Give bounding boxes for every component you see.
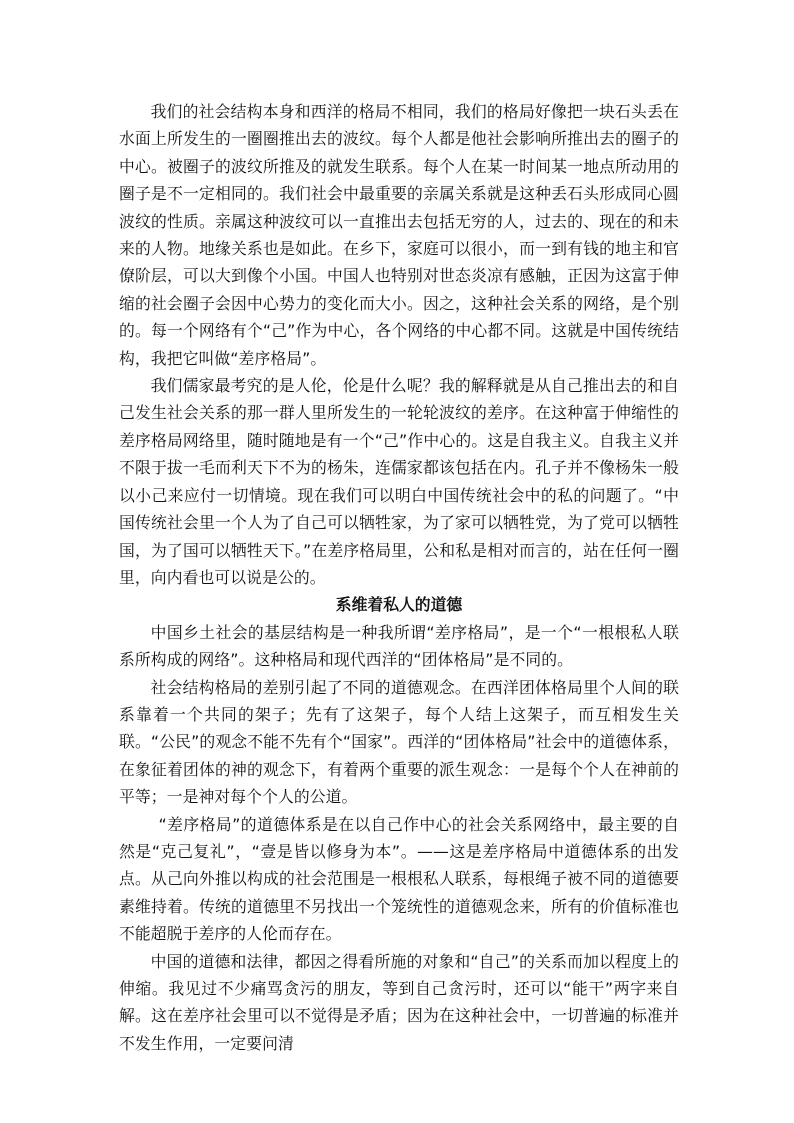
- paragraph-base-structure: 中国乡土社会的基层结构是一种我所谓“差序格局”，是一个“一根根私人联系所构成的网络”。这种格局和现代西洋的“团体格局”是不同的。: [119, 622, 679, 670]
- paragraph-morality-law: 中国的道德和法律，都因之得看所施的对象和“自己”的关系而加以程度上的伸缩。我见过不少痛骂贪污的朋友，等到自己贪污时，还可以“能干”两字来自解。这在差序社会里可以不觉得是矛盾；因为在这种社会中，一切普遍的标准并不发生作用，一定要问清: [119, 951, 679, 1053]
- document-body: [119, 98, 679, 1057]
- paragraph-moral-concepts: 社会结构格局的差别引起了不同的道德观念。在西洋团体格局里个人间的联系靠着一个共同的架子；先有了这架子，每个人结上这架子，而互相发生关联。“公民”的观念不能不先有个“国家”。西洋的“团体格局”社会中的道德体系，在象征着团体的神的观念下，有着两个重要的派生观念：一是每个个人在神前的平等；一是神对每个个人的公道。: [119, 677, 679, 807]
- paragraph-renlun: 我们儒家最考究的是人伦，伦是什么呢？我的解释就是从自己推出去的和自己发生社会关系的那一群人里所发生的一轮轮波纹的差序。在这种富于伸缩性的差序格局网络里，随时随地是有一个“己”作中心的。这是自我主义。自我主义并不限于拔一毛而利天下不为的杨朱，连儒家都该包括在内。孔子并不像杨朱一般以小己来应付一切情境。现在我们可以明白中国传统社会中的私的问题了。“中国传统社会里一个人为了自己可以牺牲家，为了家可以牺牲党，为了党可以牺牲国，为了国可以牺牲天下。”在差序格局里，公和私是相对而言的，站在任何一圈里，向内看也可以说是公的。: [119, 376, 679, 587]
- section-heading: 系维着私人的道德: [335, 595, 463, 615]
- paragraph-moral-system: “差序格局”的道德体系是在以自己作中心的社会关系网络中，最主要的自然是“克己复礼”，“壹是皆以修身为本”。——这是差序格局中道德体系的出发点。从己向外推以构成的社会范围是一根根私人联系，每根绳子被不同的道德要素维持着。传统的道德里不另找出一个笼统性的道德观念来，所有的价值标准也不能超脱于差序的人伦而存在。: [119, 814, 679, 944]
- paragraph-chaxu-geju: 我们的社会结构本身和西洋的格局不相同，我们的格局好像把一块石头丢在水面上所发生的一圈圈推出去的波纹。每个人都是他社会影响所推出去的圈子的中心。被圈子的波纹所推及的就发生联系。每个人在某一时间某一地点所动用的圈子是不一定相同的。我们社会中最重要的亲属关系就是这种丢石头形成同心圆波纹的性质。亲属这种波纹可以一直推出去包括无穷的人，过去的、现在的和未来的人物。地缘关系也是如此。在乡下，家庭可以很小，而一到有钱的地主和官僚阶层，可以大到像个小国。中国人也特别对世态炎凉有感触，正因为这富于伸缩的社会圈子会因中心势力的变化而大小。因之，这种社会关系的网络，是个别的。每一个网络有个“己”作为中心，各个网络的中心都不同。这就是中国传统结构，我把它叫做“差序格局”。: [119, 102, 679, 368]
